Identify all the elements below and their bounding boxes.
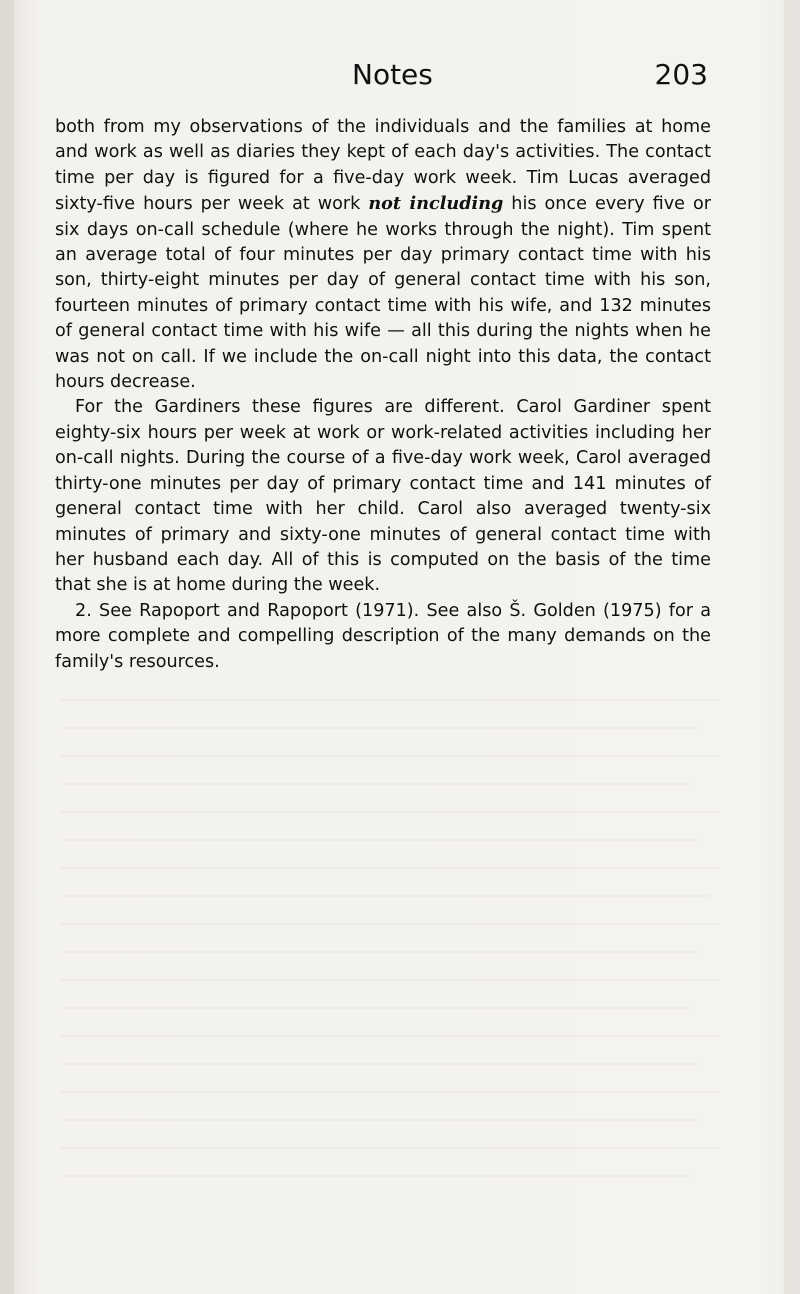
paragraph-text-after-emphasis: his once every five or six days on-call schedule (where he works through the night). Tim spent an average total of four minutes per day primary contact time with his son, thirty-eight minutes per day of general contact time with his son, fourteen minutes of primary contact time with his wife, and 132 minutes of general contact time with his wife — all this during the nights when he was not on call. If we include the on-call night into this data, the contact hours decrease. [55, 194, 711, 393]
note-number: 2. [75, 600, 92, 621]
notes-body [55, 115, 711, 675]
running-head [0, 58, 800, 98]
note-2-text: See Rapoport and Rapoport (1971). See also Š. Golden (1975) for a more complete and compelling description of the many demands on the family's resources. [55, 600, 712, 672]
gardiners-paragraph: For the Gardiners these figures are different. Carol Gardiner spent eighty-six hours per week at work or work-related activities including her on-call nights. During the course of a five-day work week, Carol averaged thirty-one minutes per day of primary contact time and 141 minutes of general contact time with her child. Carol also averaged twenty-six minutes of primary and sixty-one minutes of general contact time with her husband each day. All of this is computed on the basis of the time that she is at home during the week. [55, 397, 711, 596]
note-continuation-paragraph [55, 115, 711, 395]
page-number: 203 [654, 58, 708, 91]
section-title: Notes [352, 58, 433, 91]
emphasized-phrase: not including [368, 193, 504, 215]
paragraph-text-before-emphasis: both from my observations of the individuals and the families at home and work as well as diaries they kept of each day's activities. The contact time per day is figured for a five-day work week. Tim Lucas averaged sixty-five hours per week at work [55, 117, 711, 215]
note-2-paragraph [55, 599, 711, 675]
